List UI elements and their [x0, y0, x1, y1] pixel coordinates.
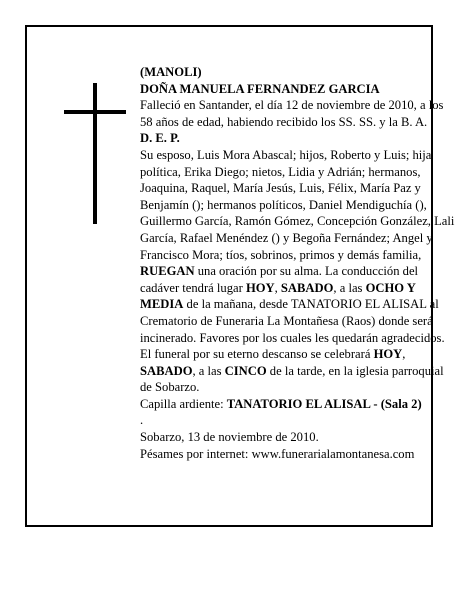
time-ocho-media: OCHO Y MEDIA	[140, 280, 416, 312]
hoy-word: HOY	[245, 280, 275, 295]
chapel-line: Capilla ardiente: TANATORIO EL ALISAL - (Sala 2) .	[140, 396, 422, 428]
ruegan-word: RUEGAN	[140, 264, 195, 279]
obituary-notice	[25, 25, 455, 527]
time-cinco: CINCO	[224, 363, 267, 378]
cross-icon	[93, 83, 97, 224]
chapel-place: TANATORIO EL ALISAL - (Sala 2)	[226, 396, 422, 411]
death-announcement: Falleció en Santander, el día 12 de noviembre de 2010, a los 58 años de edad, habiendo recibido los SS. SS. y la B. A.	[140, 98, 444, 129]
dep-line: D. E. P.	[140, 131, 180, 146]
hoy-word-2: HOY	[373, 347, 403, 362]
date-line: Sobarzo, 13 de noviembre de 2010.	[140, 430, 319, 445]
nickname: (MANOLI)	[140, 65, 202, 79]
sabado-word: SABADO	[280, 280, 334, 295]
condolences-line: Pésames por internet: www.funerarialamontanesa.com	[140, 446, 415, 461]
deceased-name: DOÑA MANUELA FERNANDEZ GARCIA	[140, 81, 380, 96]
family-list: Su esposo, Luis Mora Abascal; hijos, Roberto y Luis; hija política, Erika Diego; nietos, Lidia y Adrián; hermanos, Joaquina, Raquel, María Jesús, Luis, Félix, María Paz y Benjamín (); hermanos políticos, Daniel Mendiguchía (), Guillermo García, Ramón Gómez, Concepción González, Lali García, Rafael Menéndez () y Begoña Fernández; Angel y Francisco Mora; tíos, sobrinos, primos y demás familia,	[140, 147, 455, 262]
sabado-word-2: SABADO	[140, 363, 193, 378]
request-paragraph: RUEGAN una oración por su alma. La conducción del cadáver tendrá lugar HOY, SABADO, a las OCHO Y MEDIA de la mañana, desde TANATORIO EL ALISAL al Crematorio de Funeraria La Montañesa (Raos) donde será incinerado. Favores por los cuales les quedarán agradecidos. El funeral por su eterno descanso se celebrará HOY, SABADO, a las CINCO de la tarde, en la iglesia parroquial de Sobarzo.	[140, 264, 445, 395]
obituary-text	[140, 64, 458, 462]
cross-crossbar	[64, 110, 126, 114]
